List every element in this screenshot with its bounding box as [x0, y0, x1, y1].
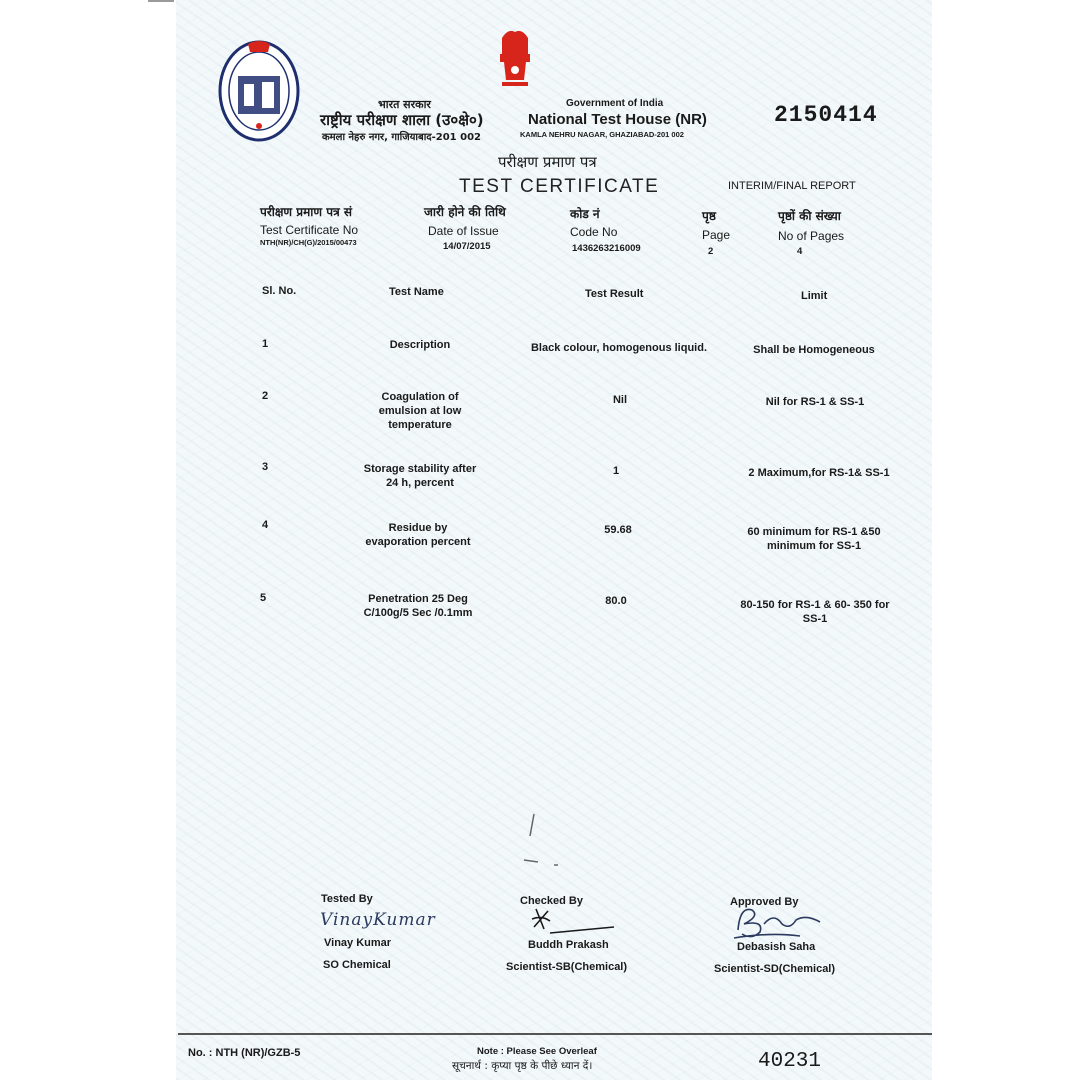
- serial-number: 2150414: [774, 102, 878, 128]
- row-5-result: 80.0: [605, 595, 627, 607]
- tested-by-designation: SO Chemical: [323, 959, 391, 971]
- report-type: INTERIM/FINAL REPORT: [728, 180, 856, 192]
- date-value: 14/07/2015: [443, 241, 491, 252]
- checked-by-name: Buddh Prakash: [528, 939, 609, 951]
- approved-by-label: Approved By: [730, 896, 799, 908]
- scan-smudge: [520, 810, 620, 880]
- row-5-sl: 5: [260, 592, 267, 604]
- date-label: Date of Issue: [428, 224, 499, 238]
- row-2-test-name: Coagulation of emulsion at low temperature: [378, 391, 462, 431]
- hindi-title: परीक्षण प्रमाण पत्र: [498, 153, 597, 171]
- col-header-result: Test Result: [585, 288, 644, 300]
- row-2-limit: Nil for RS-1 & SS-1: [765, 396, 865, 408]
- row-5-limit: 80-150 for RS-1 & 60- 350 for SS-1: [740, 599, 890, 625]
- footer-note: Note : Please See Overleaf: [477, 1046, 597, 1057]
- checked-by-label: Checked By: [520, 895, 583, 907]
- pages-label: No of Pages: [778, 229, 845, 243]
- row-4-result: 59.68: [604, 524, 632, 536]
- certificate-title: TEST CERTIFICATE: [459, 176, 660, 197]
- approved-by-signature: [730, 900, 830, 944]
- pages-value: 4: [797, 246, 803, 257]
- national-emblem-logo: [494, 28, 536, 92]
- tested-by-signature: VinayKumar: [320, 910, 436, 930]
- row-4-sl: 4: [262, 519, 269, 531]
- approved-by-name: Debasish Saha: [737, 941, 816, 953]
- footer-number: 40231: [758, 1050, 822, 1073]
- code-label: Code No: [570, 225, 618, 239]
- hindi-government-label: भारत सरकार: [378, 98, 431, 111]
- english-address: KAMLA NEHRU NAGAR, GHAZIABAD-201 002: [520, 130, 684, 139]
- row-4-limit: 60 minimum for RS-1 &50 minimum for SS-1: [747, 526, 881, 552]
- row-4-test-name: Residue by evaporation percent: [365, 522, 471, 548]
- ntl-seal-logo: [218, 36, 300, 142]
- row-1-result: Black colour, homogenous liquid.: [530, 342, 708, 354]
- footer-rule: [178, 1033, 932, 1035]
- scan-mark: [148, 0, 174, 2]
- pages-hindi-label: पृष्ठों की संख्या: [778, 209, 841, 223]
- row-1-sl: 1: [262, 338, 269, 350]
- hindi-institution-name: राष्ट्रीय परीक्षण शाला (उ०क्षे०): [320, 111, 484, 129]
- row-1-test-name: Description: [389, 339, 451, 351]
- row-3-limit: 2 Maximum,for RS-1& SS-1: [748, 467, 890, 479]
- hindi-address: कमला नेहरु नगर, गाजियाबाद-201 002: [322, 132, 481, 143]
- code-value: 1436263216009: [572, 243, 641, 254]
- english-government-label: Government of India: [566, 98, 664, 109]
- col-header-limit: Limit: [801, 290, 828, 302]
- form-number: No. : NTH (NR)/GZB-5: [188, 1047, 301, 1059]
- tested-by-name: Vinay Kumar: [324, 937, 392, 949]
- tested-by-label: Tested By: [321, 893, 373, 905]
- row-1-limit: Shall be Homogeneous: [753, 344, 875, 356]
- page-hindi-label: पृष्ठ: [702, 209, 716, 223]
- english-institution-name: National Test House (NR): [528, 111, 707, 128]
- scan-margin: [0, 0, 168, 1080]
- date-hindi-label: जारी होने की तिथि: [424, 205, 506, 219]
- footer-note-hindi: सूचनार्थ : कृप्या पृष्ठ के पीछे ध्यान दें।: [452, 1060, 593, 1072]
- page-label: Page: [702, 228, 731, 242]
- page-value: 2: [708, 246, 714, 257]
- cert-no-value: NTH(NR)/CH(G)/2015/00473: [260, 238, 357, 247]
- cert-no-hindi-label: परीक्षण प्रमाण पत्र सं: [260, 205, 352, 219]
- row-2-result: Nil: [612, 394, 628, 406]
- cert-no-label: Test Certificate No: [260, 223, 359, 237]
- row-3-result: 1: [612, 465, 620, 477]
- row-3-sl: 3: [262, 461, 269, 473]
- row-2-sl: 2: [262, 390, 269, 402]
- col-header-test-name: Test Name: [389, 286, 444, 298]
- row-3-test-name: Storage stability after 24 h, percent: [363, 463, 477, 489]
- approved-by-designation: Scientist-SD(Chemical): [714, 963, 836, 975]
- code-hindi-label: कोड नं: [570, 207, 600, 221]
- checked-by-signature: [528, 905, 618, 937]
- checked-by-designation: Scientist-SB(Chemical): [506, 961, 628, 973]
- col-header-sl: Sl. No.: [262, 285, 297, 297]
- row-5-test-name: Penetration 25 Deg C/100g/5 Sec /0.1mm: [363, 593, 473, 619]
